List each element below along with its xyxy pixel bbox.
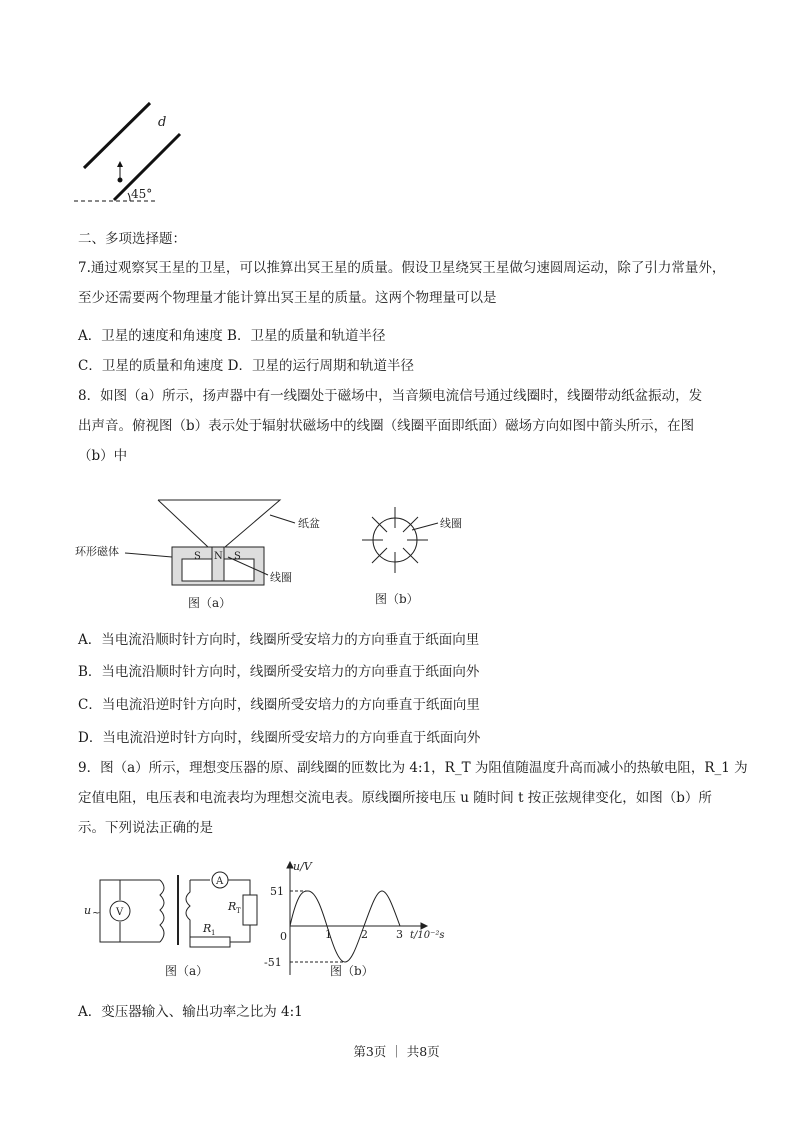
figure-label: R: [228, 900, 237, 913]
figure-label: N: [214, 551, 223, 562]
coil-label: 线圈: [270, 571, 292, 584]
q9-line: 9．图（a）所示，理想变压器的原、副线圈的匝数比为 4:1，R_T 为阻值随温度升高而减小的热敏电阻，R_1 为: [78, 760, 748, 776]
figure-label: 1: [325, 928, 332, 941]
q8-option: A．当电流沿顺时针方向时，线圈所受安培力的方向垂直于纸面向里: [78, 632, 480, 648]
cone-label: 纸盆: [298, 517, 320, 530]
q8-option: C．当电流沿逆时针方向时，线圈所受安培力的方向垂直于纸面向里: [78, 697, 480, 713]
magnet-label: 环形磁体: [75, 545, 119, 558]
q9-line: 定值电阻，电压表和电流表均为理想交流电表。原线圈所接电压 u 随时间 t 按正弦规律变化，如图（b）所: [78, 790, 712, 806]
q7-option: C．卫星的质量和角速度 D．卫星的运行周期和轨道半径: [78, 358, 414, 374]
figure-label: 线圈: [440, 517, 462, 530]
figure-label: u: [84, 904, 92, 917]
q9-line: 示。下列说法正确的是: [78, 820, 213, 836]
figure-label: S: [194, 551, 201, 562]
q8-line: 8．如图（a）所示，扬声器中有一线圈处于磁场中，当音频电流信号通过线圈时，线圈带动纸盆振动，发: [78, 388, 703, 404]
q9-option: A．变压器输入、输出功率之比为 4:1: [78, 1004, 303, 1020]
figure-transformer-circuit: [80, 860, 260, 980]
q8-line: 出声音。俯视图（b）表示处于辐射状磁场中的线圈（线圈平面即纸面）磁场方向如图中箭头所示，在图: [78, 418, 695, 434]
q7-line: 7.通过观察冥王星的卫星，可以推算出冥王星的质量。假设卫星绕冥王星做匀速圆周运动，除了引力常量外，: [78, 260, 726, 276]
figure-label: T: [236, 907, 241, 915]
figure-label: S: [234, 551, 241, 562]
figure-sine-voltage: [260, 860, 460, 980]
figure-radial-field: [350, 495, 490, 615]
figure-label: u/V: [293, 860, 312, 873]
figure-label: ~: [92, 908, 101, 919]
figure-label: A: [216, 876, 224, 887]
angle-label: 45°: [131, 187, 153, 201]
q8-option: B．当电流沿顺时针方向时，线圈所受安培力的方向垂直于纸面向外: [78, 664, 480, 680]
caption: 图（a）: [188, 596, 232, 610]
section-title: 二、多项选择题：: [78, 231, 186, 247]
figure-label: 3: [396, 928, 403, 941]
figure-parallel-plates: [70, 95, 190, 215]
q8-option: D．当电流沿逆时针方向时，线圈所受安培力的方向垂直于纸面向外: [78, 730, 481, 746]
q7-line: 至少还需要两个物理量才能计算出冥王星的质量。这两个物理量可以是: [78, 290, 497, 306]
q8-line: （b）中: [78, 448, 128, 464]
caption: 图（a）: [165, 964, 209, 978]
figure-label: -51: [264, 956, 282, 969]
caption: 图（b）: [375, 592, 419, 606]
figure-speaker: [70, 485, 330, 615]
distance-label: d: [158, 115, 167, 130]
caption: 图（b）: [330, 964, 374, 978]
figure-label: 51: [270, 885, 284, 898]
page-footer: 第3页 ｜ 共8页: [353, 1044, 440, 1059]
figure-label: t/10⁻²s: [410, 930, 445, 941]
figure-label: 0: [280, 930, 287, 943]
figure-label: R: [203, 922, 212, 935]
q7-option: A．卫星的速度和角速度 B．卫星的质量和轨道半径: [78, 328, 386, 344]
figure-label: 2: [361, 928, 368, 941]
figure-label: V: [116, 907, 124, 918]
figure-label: 1: [211, 929, 216, 937]
